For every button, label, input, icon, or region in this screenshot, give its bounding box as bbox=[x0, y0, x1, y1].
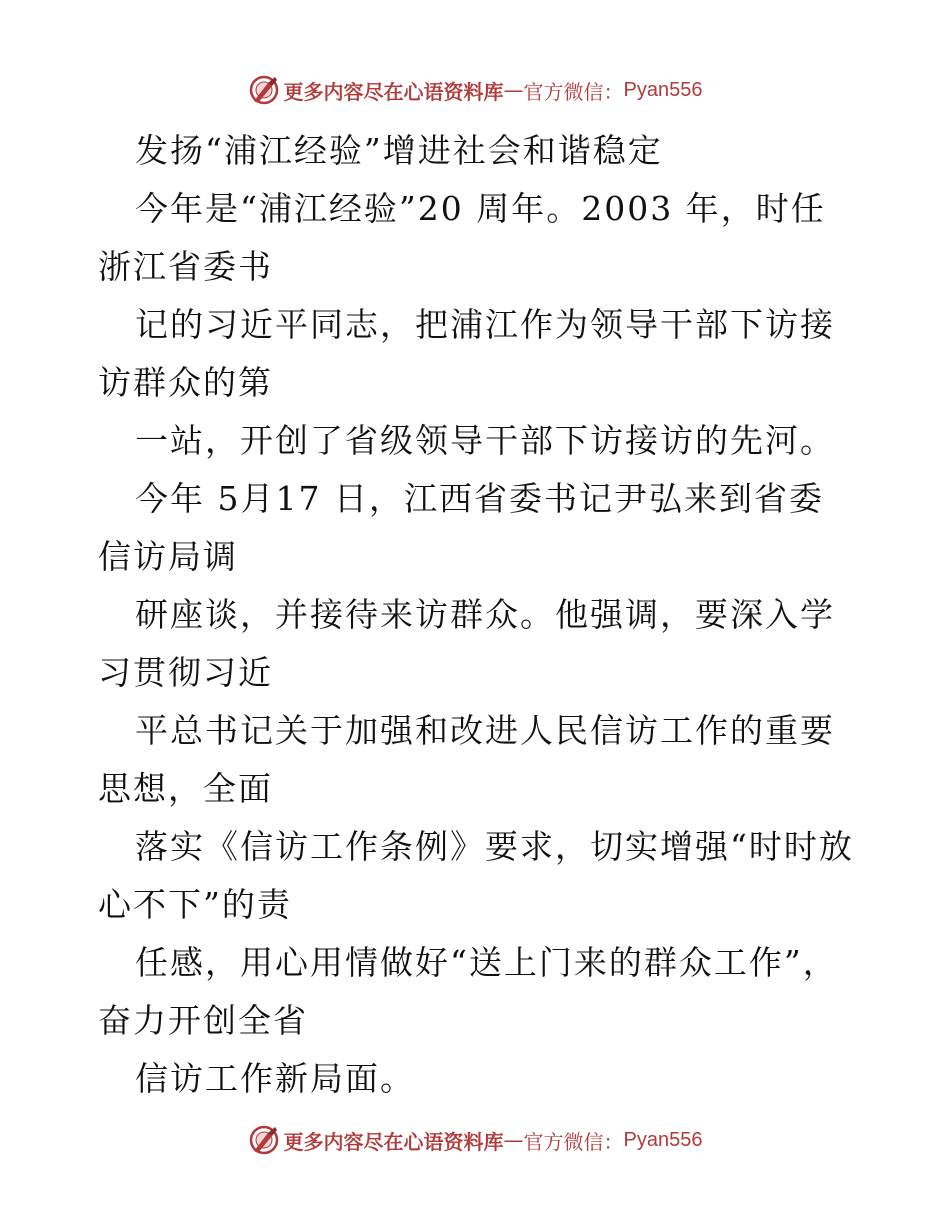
banner-wechat-label: 官方微信： bbox=[523, 79, 624, 104]
header-banner bbox=[0, 70, 950, 110]
pen-logo-icon bbox=[248, 1124, 280, 1156]
paragraph-line: 今年是“浦江经验”20 周年。2003 年，时任浙江省委书 bbox=[98, 189, 826, 286]
banner-separator: — bbox=[503, 78, 524, 102]
paragraph-line: 今年 5月17 日，江西省委书记尹弘来到省委信访局调 bbox=[98, 479, 824, 576]
footer-banner bbox=[0, 1120, 950, 1160]
banner-main-text: 更多内容尽在心语资料库 bbox=[283, 1129, 504, 1154]
document-body bbox=[98, 122, 858, 1108]
paragraph-line: 落实《信访工作条例》要求，切实增强“时时放心不下”的责 bbox=[98, 827, 854, 924]
paragraph-line: 研座谈，并接待来访群众。他强调，要深入学习贯彻习近 bbox=[98, 595, 835, 692]
banner-main-text: 更多内容尽在心语资料库 bbox=[283, 79, 504, 104]
banner-wechat-id: Pyan556 bbox=[623, 1128, 703, 1151]
banner-separator: — bbox=[503, 1128, 524, 1152]
paragraph-line: 记的习近平同志，把浦江作为领导干部下访接访群众的第 bbox=[98, 305, 835, 402]
pen-logo-icon bbox=[248, 74, 280, 106]
paragraph-line: 一站，开创了省级领导干部下访接访的先河。 bbox=[135, 421, 835, 460]
paragraph-line: 任感，用心用情做好“送上门来的群众工作”，奋力开创全省 bbox=[98, 943, 838, 1040]
paragraph-line: 平总书记关于加强和改进人民信访工作的重要思想，全面 bbox=[98, 711, 835, 808]
paragraph-line: 信访工作新局面。 bbox=[135, 1059, 415, 1098]
banner-wechat-id: Pyan556 bbox=[623, 78, 703, 101]
document-title: 发扬“浦江经验”增进社会和谐稳定 bbox=[135, 131, 663, 170]
banner-wechat-label: 官方微信： bbox=[523, 1129, 624, 1154]
